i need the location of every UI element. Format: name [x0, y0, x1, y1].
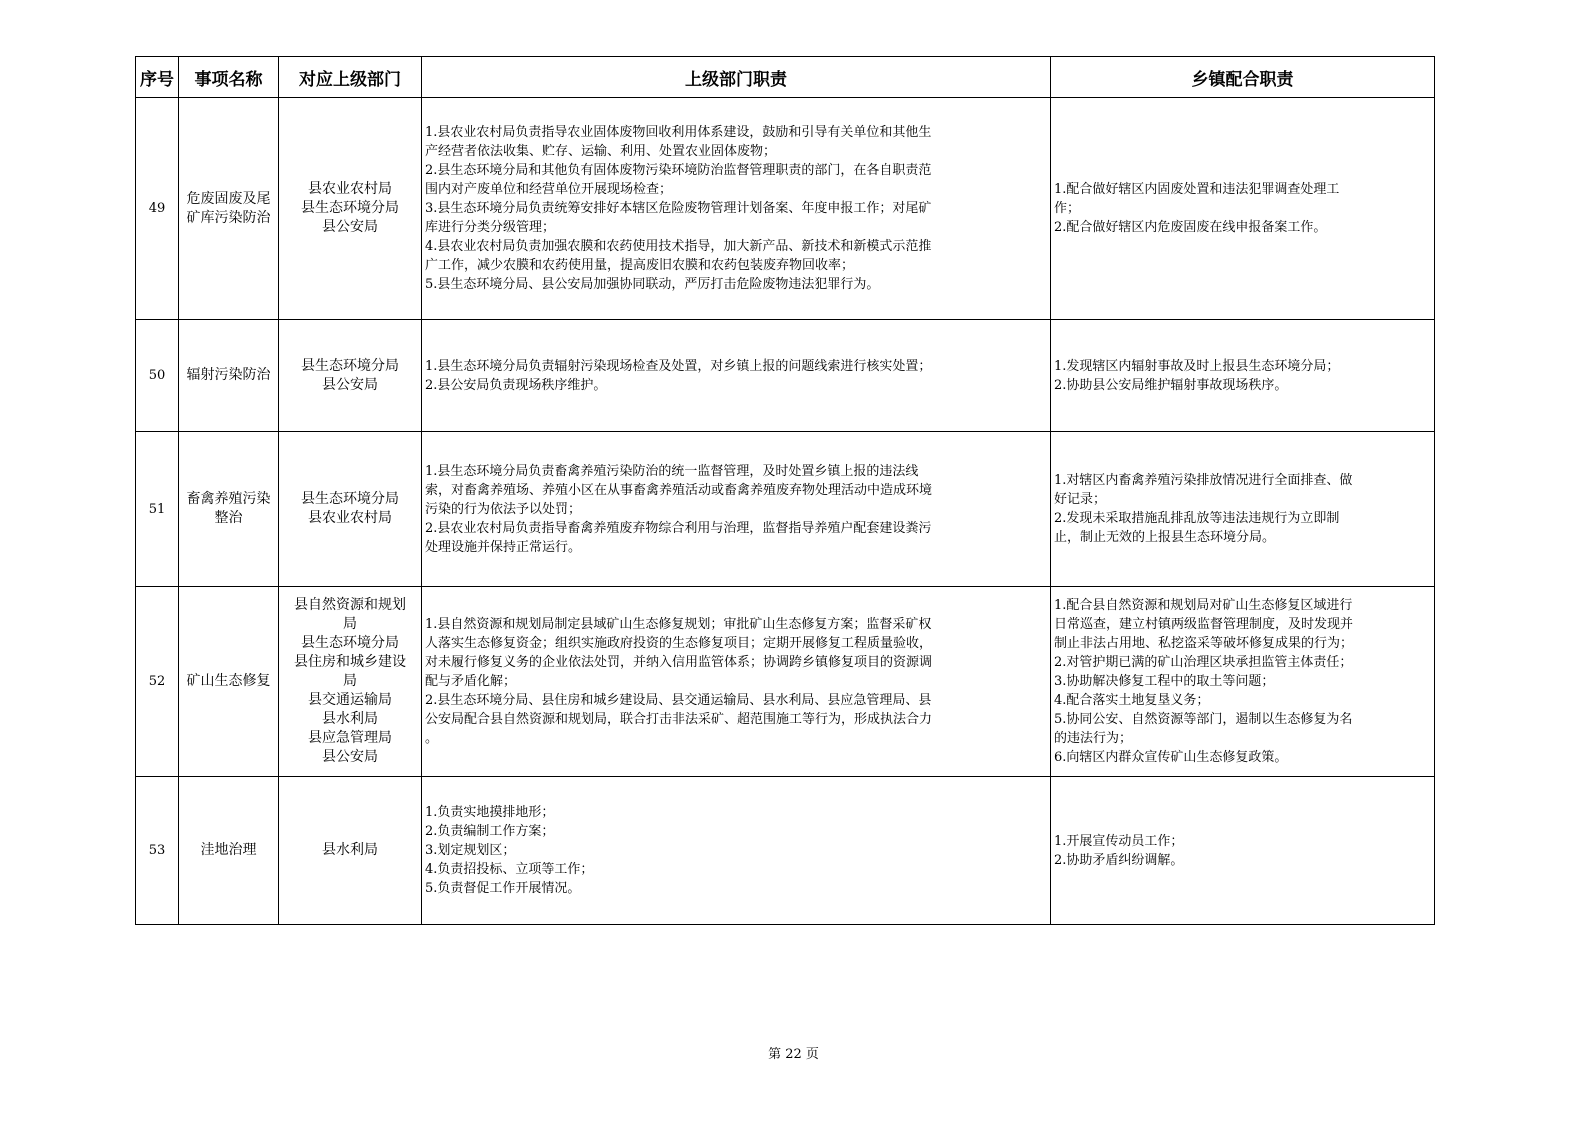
upper-duty-line: 4.负责招投标、立项等工作； [425, 862, 594, 877]
town-duty-line: 作； [1054, 201, 1081, 216]
upper-duty-line: 3.划定规划区； [425, 843, 516, 858]
row-index: 53 [136, 777, 179, 925]
upper-dept-line: 县公安局 [322, 376, 378, 393]
town-duties [1051, 587, 1435, 777]
town-duty-line: 好记录； [1054, 492, 1107, 507]
town-duty-line: 日常巡查，建立村镇两级监督管理制度，及时发现并 [1054, 617, 1354, 632]
upper-dept-line: 县水利局 [322, 842, 378, 858]
upper-duties [422, 320, 1051, 432]
upper-dept-line: 县公安局 [322, 219, 378, 235]
page-number: 第 22 页 [768, 1047, 819, 1062]
town-duty-line: 制止非法占用地、私挖盗采等破坏修复成果的行为； [1054, 636, 1354, 651]
town-duty-line: 4.配合落实土地复垦义务； [1054, 693, 1210, 708]
duty-table [135, 56, 1435, 925]
upper-duty-line: 1.县生态环境分局负责畜禽养殖污染防治的统一监督管理，及时处置乡镇上报的违法线 [425, 463, 919, 479]
town-duties [1051, 777, 1435, 925]
upper-duties [422, 587, 1051, 777]
upper-duty-line: 配与矛盾化解； [425, 674, 517, 689]
upper-duty-line: 处理设施并保持正常运行。 [425, 539, 582, 555]
upper-dept-line: 局 [343, 616, 357, 632]
upper-dept-line: 县生态环境分局 [301, 357, 399, 374]
item-name: 矿山生态修复 [179, 587, 279, 777]
upper-duty-line: 1.县农业农村局负责指导农业固体废物回收利用体系建设，鼓励和引导有关单位和其他生 [425, 125, 932, 140]
table-header-row [136, 57, 1435, 98]
upper-duties [422, 98, 1051, 320]
item-name: 辐射污染防治 [179, 320, 279, 432]
upper-dept-line: 县住房和城乡建设 [294, 654, 406, 670]
item-name: 洼地治理 [179, 777, 279, 925]
upper-duty-line: 。 [425, 731, 439, 746]
upper-dept-line: 县水利局 [322, 711, 378, 727]
row-index: 49 [136, 98, 179, 320]
town-duty-line: 6.向辖区内群众宣传矿山生态修复政策。 [1054, 750, 1288, 765]
header-index: 序号 [136, 57, 179, 98]
town-duties [1051, 432, 1435, 587]
table-row [136, 587, 1435, 777]
table-row [136, 320, 1435, 432]
upper-duty-line: 4.县农业农村局负责加强农膜和农药使用技术指导，加大新产品、新技术和新模式示范推 [425, 239, 932, 254]
town-duties [1051, 320, 1435, 432]
table-row [136, 98, 1435, 320]
upper-duty-line: 2.负责编制工作方案； [425, 824, 555, 839]
upper-dept-line: 县自然资源和规划 [294, 597, 406, 613]
header-town-duties: 乡镇配合职责 [1051, 57, 1435, 98]
upper-duty-line: 围内对产废单位和经营单位开展现场检查； [425, 182, 673, 197]
upper-duty-line: 公安局配合县自然资源和规划局，联合打击非法采矿、超范围施工等行为，形成执法合力 [425, 712, 933, 727]
upper-duty-line: 2.县生态环境分局、县住房和城乡建设局、县交通运输局、县水利局、县应急管理局、县 [425, 693, 932, 708]
town-duty-line: 止，制止无效的上报县生态环境分局。 [1054, 530, 1276, 545]
town-duty-line: 2.协助矛盾纠纷调解。 [1054, 852, 1184, 868]
upper-duties [422, 432, 1051, 587]
upper-dept-list [279, 320, 422, 432]
town-duty-line: 2.对管护期已满的矿山治理区块承担监管主体责任； [1054, 655, 1353, 670]
town-duty-line: 1.开展宣传动员工作； [1054, 833, 1184, 849]
upper-dept-line: 县农业农村局 [308, 510, 392, 526]
upper-duty-line: 1.县生态环境分局负责辐射污染现场检查及处置，对乡镇上报的问题线索进行核实处置； [425, 358, 932, 374]
town-duty-line: 2.配合做好辖区内危废固废在线申报备案工作。 [1054, 220, 1327, 235]
town-duty-line: 1.对辖区内畜禽养殖污染排放情况进行全面排查、做 [1054, 473, 1353, 488]
upper-dept-list [279, 587, 422, 777]
upper-dept-list [279, 777, 422, 925]
upper-duty-line: 2.县公安局负责现场秩序维护。 [425, 377, 607, 393]
upper-dept-line: 县农业农村局 [308, 181, 392, 197]
town-duty-line: 1.配合县自然资源和规划局对矿山生态修复区域进行 [1054, 598, 1353, 613]
upper-duty-line: 5.县生态环境分局、县公安局加强协同联动，严厉打击危险废物违法犯罪行为。 [425, 277, 880, 292]
item-name: 畜禽养殖污染整治 [179, 432, 279, 587]
upper-duty-line: 2.县生态环境分局和其他负有固体废物污染环境防治监督管理职责的部门，在各自职责范 [425, 163, 932, 178]
town-duty-line: 1.发现辖区内辐射事故及时上报县生态环境分局； [1054, 358, 1340, 374]
item-name: 危废固废及尾矿库污染防治 [179, 98, 279, 320]
upper-dept-list [279, 98, 422, 320]
upper-dept-line: 县公安局 [322, 749, 378, 765]
row-index: 50 [136, 320, 179, 432]
town-duty-line: 2.发现未采取措施乱排乱放等违法违规行为立即制 [1054, 511, 1340, 526]
row-index: 52 [136, 587, 179, 777]
upper-duty-line: 库进行分类分级管理； [425, 220, 556, 235]
town-duty-line: 2.协助县公安局维护辐射事故现场秩序。 [1054, 377, 1288, 393]
upper-duty-line: 索，对畜禽养殖场、养殖小区在从事畜禽养殖活动或畜禽养殖废弃物处理活动中造成环境 [425, 482, 933, 498]
town-duty-line: 1.配合做好辖区内固废处置和违法犯罪调查处理工 [1054, 182, 1340, 197]
town-duty-line: 5.协同公安、自然资源等部门，遏制以生态修复为名 [1054, 712, 1353, 727]
header-upper-duties: 上级部门职责 [422, 57, 1051, 98]
upper-duty-line: 产经营者依法收集、贮存、运输、利用、处置农业固体废物； [425, 144, 777, 159]
upper-duty-line: 对未履行修复义务的企业依法处罚，并纳入信用监管体系；协调跨乡镇修复项目的资源调 [425, 655, 933, 670]
upper-duty-line: 污染的行为依法予以处罚； [425, 501, 582, 517]
table-row [136, 432, 1435, 587]
header-upper-dept: 对应上级部门 [279, 57, 422, 98]
table-row [136, 777, 1435, 925]
upper-dept-line: 局 [343, 673, 357, 689]
upper-duty-line: 1.县自然资源和规划局制定县域矿山生态修复规划；审批矿山生态修复方案；监督采矿权 [425, 617, 932, 632]
upper-duty-line: 广工作，减少农膜和农药使用量，提高废旧农膜和农药包装废弃物回收率； [425, 258, 855, 273]
town-duty-line: 3.协助解决修复工程中的取土等问题； [1054, 674, 1275, 689]
upper-duty-line: 1.负责实地摸排地形； [425, 805, 555, 820]
upper-dept-line: 县交通运输局 [308, 692, 392, 708]
town-duty-line: 的违法行为； [1054, 731, 1133, 746]
upper-duty-line: 2.县农业农村局负责指导畜禽养殖废弃物综合利用与治理，监督指导养殖户配套建设粪污 [425, 520, 932, 536]
upper-dept-list [279, 432, 422, 587]
upper-duties [422, 777, 1051, 925]
town-duties [1051, 98, 1435, 320]
upper-dept-line: 县生态环境分局 [301, 635, 399, 651]
upper-duty-line: 3.县生态环境分局负责统筹安排好本辖区危险废物管理计划备案、年度申报工作；对尾矿 [425, 201, 932, 216]
row-index: 51 [136, 432, 179, 587]
upper-duty-line: 5.负责督促工作开展情况。 [425, 881, 581, 896]
header-item-name: 事项名称 [179, 57, 279, 98]
upper-dept-line: 县生态环境分局 [301, 200, 399, 216]
upper-dept-line: 县应急管理局 [308, 730, 392, 746]
upper-dept-line: 县生态环境分局 [301, 491, 399, 507]
upper-duty-line: 人落实生态修复资金；组织实施政府投资的生态修复项目；定期开展修复工程质量验收， [425, 636, 933, 651]
